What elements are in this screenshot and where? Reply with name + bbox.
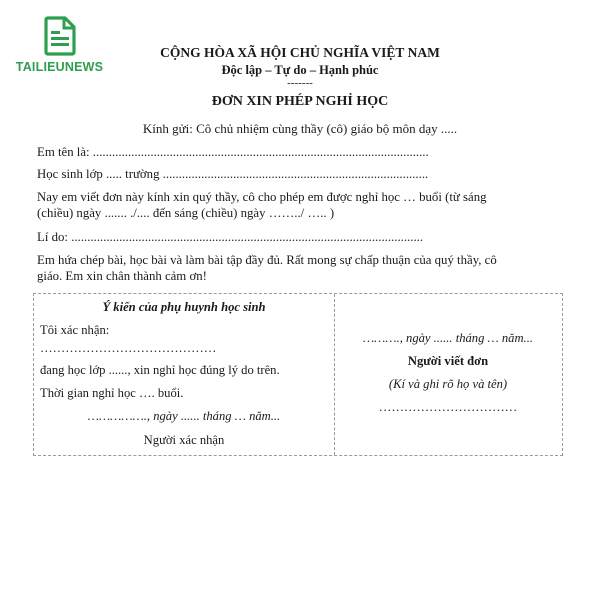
box-divider (334, 294, 335, 455)
brand-name: TAILIEUNEWS (15, 60, 104, 74)
promise-line-1: Em hứa chép bài, học bài và làm bài tập đầy đủ. Rất mong sự chấp thuận của quý thầy, cô (37, 253, 497, 267)
class-school-line: Học sinh lớp ..... trường ................................................................................... (37, 167, 429, 181)
reason-line: Lí do: .............................................................................................................. (37, 230, 424, 244)
parent-confirm-label: Tôi xác nhận: (40, 323, 110, 337)
nation-heading: CỘNG HÒA XÃ HỘI CHỦ NGHĨA VIỆT NAM (160, 45, 440, 60)
motto: Độc lập – Tự do – Hạnh phúc (221, 63, 379, 77)
student-dots-line: …………………………… (378, 400, 518, 414)
student-name-line: Em tên là: ......................................................................................................... (37, 145, 429, 159)
request-paragraph (37, 189, 557, 221)
parent-opinion-heading: Ý kiến của phụ huynh học sinh (102, 300, 266, 314)
student-date-line: ………., ngày ...... tháng … năm... (362, 331, 534, 345)
separator: ------- (287, 77, 313, 89)
signature-box (33, 293, 563, 456)
parent-duration-line: Thời gian nghỉ học …. buổi. (40, 386, 184, 400)
student-signer-heading: Người viết đơn (407, 354, 489, 368)
request-line-2: (chiều) ngày ....... ./.... đến sáng (chiều) ngày ……../ ….. ) (37, 206, 335, 220)
parent-date-line: ……………., ngày ...... tháng … năm... (87, 409, 281, 423)
parent-signer-label: Người xác nhận (143, 433, 225, 447)
parent-dots-line: …………………………………… (40, 341, 217, 355)
document-title: ĐƠN XIN PHÉP NGHỈ HỌC (211, 94, 389, 109)
recipient-line: Kính gửi: Cô chủ nhiệm cùng thầy (cô) giáo bộ môn dạy ..... (142, 121, 458, 136)
promise-paragraph (37, 252, 557, 284)
request-line-1: Nay em viết đơn này kính xin quý thầy, cô cho phép em được nghỉ học … buổi (từ sáng (37, 190, 487, 204)
parent-studying-line: đang học lớp ......, xin nghỉ học đúng lý do trên. (40, 363, 280, 377)
sign-instruction: (Kí và ghi rõ họ và tên) (388, 377, 508, 391)
promise-line-2: giáo. Em xin chân thành cảm ơn! (37, 269, 207, 283)
